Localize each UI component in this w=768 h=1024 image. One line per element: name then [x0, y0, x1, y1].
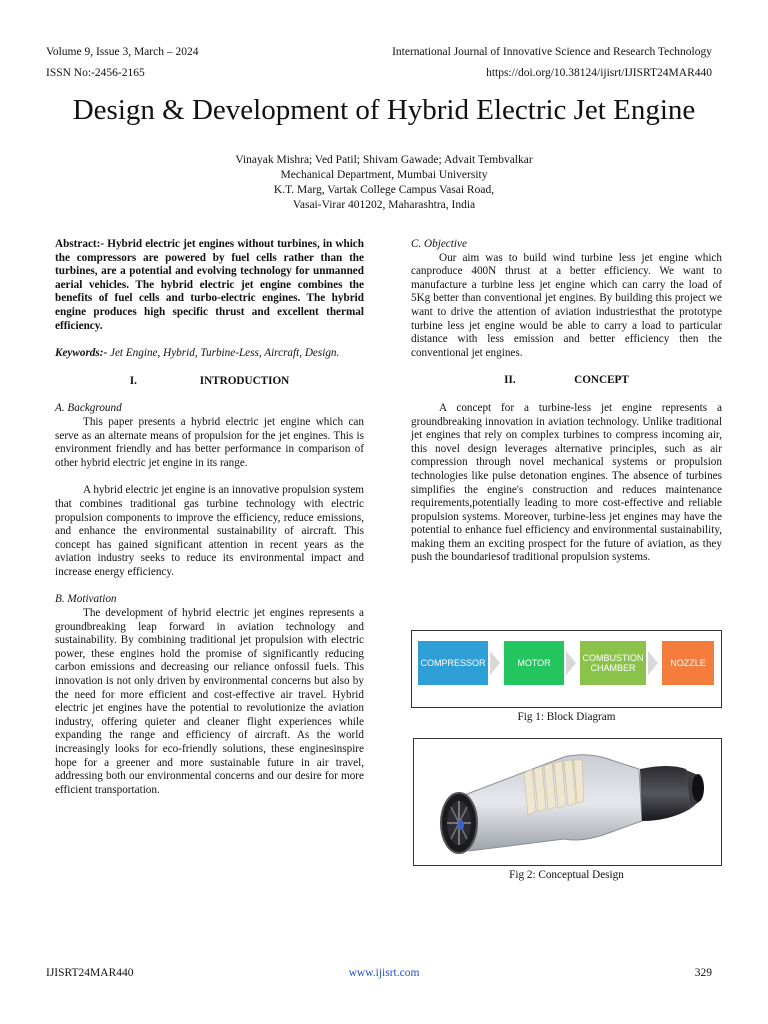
block-compressor: COMPRESSOR: [418, 641, 488, 685]
abstract: Abstract:- Hybrid electric jet engines without turbines, in which the compressors are powered by fuel cells rather than the turbines, are a potential and evolving technology for unmanned aerial vehicles. The hybrid electric jet engine combines the benefits of fuel cells and turbo-electric engines. The hybrid engine produces high specific thrust and excellent thermal efficiency.: [55, 238, 364, 332]
author-names: Vinayak Mishra; Ved Patil; Shivam Gawade; Advait Tembvalkar: [235, 154, 533, 166]
motivation-paragraph: The development of hybrid electric jet engines represents a groundbreaking leap forward in aviation technology and sustainability. By combining traditional jet propulsion with electric power, these engines hold the promise of significantly reducing carbon emissions and decreasing our reliance onfossil fuels. This innovation is not only driven by environmental concerns but also by the need for more efficient and cost-effective air travel. Hybrid electric jet engines have the potential to revolutionize the aviation industry, offering quieter and cleaner flight experiences while expanding the range and efficiency of aircraft. As the world increasingly looks for eco-friendly solutions, these enginesinspire hope for a greener and more sustainable future in air travel, addressing both our environmental concerns and our desire for more efficient transportation.: [55, 607, 364, 796]
section-title: CONCEPT: [574, 374, 629, 387]
background-paragraph-2: A hybrid electric jet engine is an innovative propulsion system that combines traditional gas turbine technology with electric propulsion components to improve the efficiency, reduce emissions, and enhance the environmental sustainability of aircraft. This concept has gained significant attention in recent years as the aviation industry seeks to reduce its environmental impact and increase energy efficiency.: [55, 484, 364, 578]
block-nozzle: NOZZLE: [662, 641, 714, 685]
engine-render-image: [414, 739, 721, 865]
section-title: INTRODUCTION: [199, 374, 290, 387]
author-block: [0, 153, 768, 213]
section-heading-concept: [411, 374, 722, 388]
section-number: II.: [504, 374, 516, 387]
objective-paragraph: Our aim was to build wind turbine less jet engine which canproduce 400N thrust at a better efficiency. We want to manufacture a turbine less jet engine which can carry the load of 5Kg better than conventional jet engines. By building this project we want to drive the attention of aviation industriesthat the prototype turbine less jet engine would be able to carry a load to particular distance with less emission and better efficiency then the conventional jet engines.: [411, 251, 722, 359]
footer-paper-id: IJISRT24MAR440: [46, 967, 134, 979]
concept-paragraph: A concept for a turbine-less jet engine represents a groundbreaking innovation in aviation technology. Unlike traditional jet engines that rely on complex turbines to compress incoming air, this novel design leverages alternative principles, such as air compression through novel mechanical systems or propulsion technologies like pulse detonation engines. The absence of turbines simplifies the engine's construction and reduces maintenance requirements,potentially leading to more cost-effective and reliable propulsion systems. Moreover, turbine-less jet engines may have the potential to enhance fuel efficiency and environmental sustainability, making them an exciting prospect for the future of aviation, as they push the boundariesof traditional propulsion systems.: [411, 401, 722, 564]
arrow-right-icon: [490, 651, 500, 675]
subsection-heading-objective: C. Objective: [411, 238, 467, 250]
paper-title: Design & Development of Hybrid Electric Jet Engine: [72, 94, 696, 126]
figure-1-caption: Fig 1: Block Diagram: [517, 711, 616, 723]
page-number: 329: [694, 967, 712, 979]
journal-name: International Journal of Innovative Science and Research Technology: [392, 46, 712, 58]
subsection-heading-motivation: B. Motivation: [55, 593, 117, 606]
figure-conceptual-design: [413, 738, 722, 866]
figure-2-caption: Fig 2: Conceptual Design: [509, 869, 624, 881]
figure-block-diagram: [411, 630, 722, 708]
subsection-heading-background: A. Background: [55, 402, 122, 415]
block-combustion-chamber: COMBUSTION CHAMBER: [580, 641, 646, 685]
author-department: Mechanical Department, Mumbai University: [280, 169, 488, 181]
journal-site-link[interactable]: www.ijisrt.com: [348, 967, 420, 979]
section-heading-introduction: [55, 375, 364, 389]
left-column: [55, 238, 364, 797]
section-number: I.: [129, 374, 137, 387]
author-address-line2: Vasai-Virar 401202, Maharashtra, India: [292, 199, 476, 211]
volume-info: Volume 9, Issue 3, March – 2024: [46, 46, 199, 58]
keywords-text: Jet Engine, Hybrid, Turbine-Less, Aircraft, Design.: [107, 347, 340, 360]
author-address-line1: K.T. Marg, Vartak College Campus Vasai Road,: [273, 184, 495, 196]
right-column: [411, 238, 722, 565]
arrow-right-icon: [566, 651, 576, 675]
arrow-right-icon: [648, 651, 658, 675]
background-paragraph-1: This paper presents a hybrid electric jet engine which can serve as an alternate means of propulsion for the jet engines. This is environment friendly and has better performance in comparison of other hybrid electric jet engine in its range.: [55, 415, 364, 469]
keywords: [55, 347, 364, 361]
issn: ISSN No:-2456-2165: [46, 67, 145, 79]
footer-site: [0, 966, 768, 980]
doi-link[interactable]: https://doi.org/10.38124/ijisrt/IJISRT24MAR440: [486, 67, 712, 79]
keywords-label: Keywords:-: [55, 347, 108, 360]
block-motor: MOTOR: [504, 641, 564, 685]
